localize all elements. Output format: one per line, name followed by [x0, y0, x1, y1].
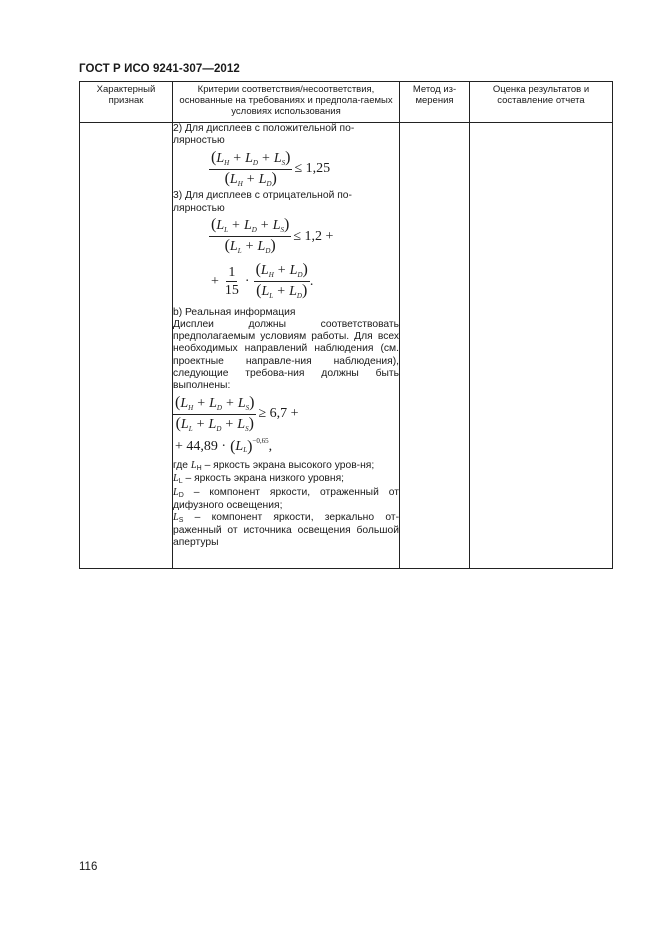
formula3-fraction-coef: $\frac{1}{15}$	[224, 265, 239, 299]
legend-ls: LS – компонент яркости, зеркально от-раженный от источника освещения большой апертуры	[173, 512, 399, 549]
document-header: ГОСТ Р ИСО 9241-307—2012	[79, 63, 240, 75]
column-header-criteria: Критерии соответствия/несоответствия, основанные на требованиях и предпола-гаемых условиях использования	[173, 82, 400, 123]
formula2-fraction: $\frac{(L_L + L_D + L_S)}{(L_L + L_D)}$	[211, 216, 290, 256]
criteria-table	[79, 81, 613, 569]
column-header-feature: Характерный признак	[80, 82, 173, 123]
page-number: 116	[79, 861, 98, 873]
item2-line2: лярностью	[173, 135, 225, 147]
column-header-evaluation: Оценка результатов и составление отчета	[470, 82, 613, 123]
section-b-text: Дисплеи должны соответствовать предполагаемым условиям работы. Для всех необходимых направлений наблюдения (см. проектные направле-ния наблюдения), следующие требова-ния должны быть выполнены:	[173, 319, 399, 392]
formula-real-information-cont: + 44,89 · ( L L ) −0,65 ,	[175, 437, 273, 456]
table-header-row	[80, 82, 613, 123]
formula-negative-polarity	[209, 217, 399, 257]
formula-positive-polarity	[209, 149, 399, 189]
legend-ld: LD – компонент яркости, отраженный от дифузного освещения;	[173, 486, 399, 511]
legend-lh: где LН – яркость экрана высокого уров-ня;	[173, 460, 375, 473]
table-row	[80, 123, 613, 569]
formula1-rhs: ≤ 1,25	[294, 161, 331, 177]
formula4-fraction: $\frac{(L_H + L_D + L_S)}{(L_L + L_D + L_S)}$	[175, 393, 255, 433]
evaluation-cell	[470, 123, 613, 569]
method-cell	[400, 123, 470, 569]
criteria-cell	[173, 123, 400, 569]
section-b-heading: b) Реальная информация	[173, 306, 296, 318]
formula3-fraction: $\frac{(L_H + L_D)}{(L_L + L_D)}$	[255, 261, 308, 301]
formula-real-information	[173, 394, 399, 434]
item3-line1: 3) Для дисплеев с отрицательной по-	[173, 190, 352, 202]
feature-cell	[80, 123, 173, 569]
legend-ll: LL – яркость экрана низкого уровня;	[173, 473, 345, 486]
column-header-method: Метод из-мерения	[400, 82, 470, 123]
formula1-fraction: $\frac{(L_H + L_D + L_S)}{(L_H + L_D)}$	[211, 148, 291, 188]
formula-negative-polarity-cont: + $\frac{1}{15}$ · $\frac{(L_H + L_D)}{(L_L + L_D)}$ .	[211, 261, 314, 301]
item2-line1: 2) Для дисплеев с положительной по-	[173, 123, 355, 134]
item3-line2: лярностью	[173, 202, 225, 214]
formula2-rhs: ≤ 1,2 +	[293, 228, 334, 244]
formula4-rhs: ≥ 6,7 +	[258, 406, 299, 422]
